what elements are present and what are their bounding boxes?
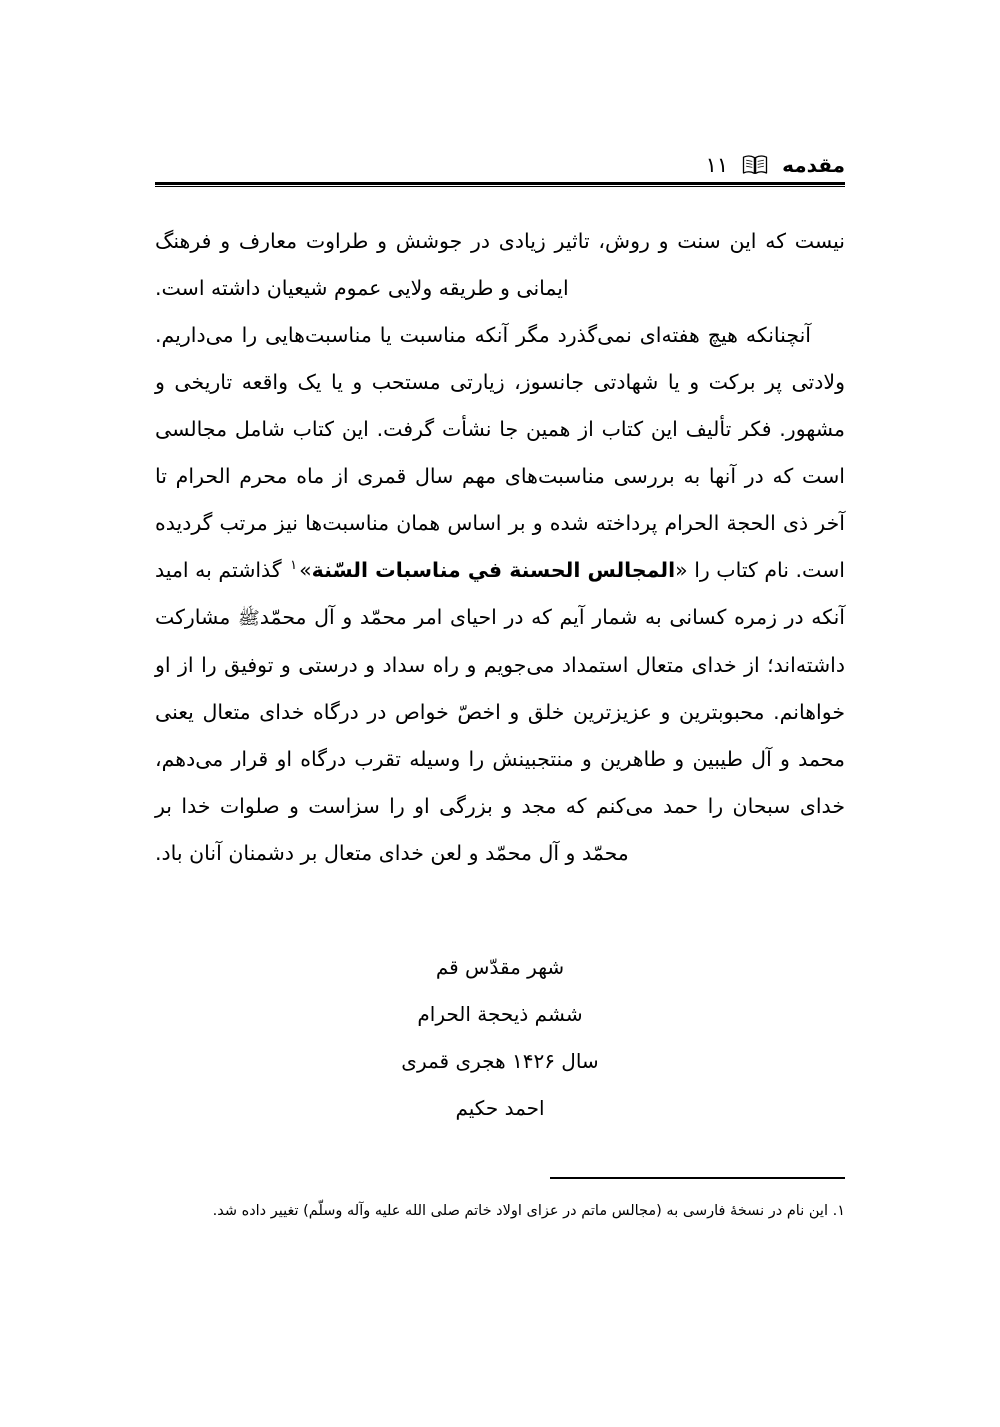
signature-block [155, 944, 845, 1132]
signature-line-author: احمد حکیم [455, 1096, 545, 1120]
signature-line-date-year: سال ۱۴۲۶ هجری قمری [401, 1049, 599, 1073]
paragraph-2-part-4: مشارکت داشته‌اند؛ از خدای متعال استمداد می‌جویم و راه سداد و درستی و توفیق را از او خواهانم. محبوبترین و عزیزترین خلق و اخصّ خواص در درگاه خدای متعال یعنی محمد و آل طیبین و طاهرین و منتجبینش را وسیله تقرب درگاه او قرار می‌دهم، خدای سبحان را حمد می‌کنم که مجد و بزرگی او را سزاست و صلوات خدا بر محمّد و آل محمّد و لعن خدای متعال بر دشمنان آنان باد. [155, 605, 845, 865]
salawat-honorific-icon: ﷺ [237, 608, 260, 629]
open-book-icon [742, 154, 768, 176]
body-text-block [155, 218, 845, 877]
signature-line-date-day: ششم ذیحجة الحرام [417, 1002, 583, 1026]
paragraph-2 [155, 312, 845, 877]
footnote-separator-rule [550, 1177, 845, 1179]
header-rule-thin [155, 186, 845, 187]
running-header [155, 148, 845, 182]
paragraph-2-part-2: » [299, 558, 312, 582]
signature-line-place: شهر مقدّس قم [435, 955, 565, 979]
header-divider-rule [155, 182, 845, 187]
header-page-number: ١١ [705, 152, 729, 177]
paragraph-1: نیست که این سنت و روش، تاثیر زیادی در جوشش و طراوت معارف و فرهنگ ایمانی و طریقه ولایی عموم شیعیان داشته است. [155, 229, 845, 300]
footnote-reference-marker[interactable]: ١ [290, 558, 298, 574]
paragraph-2-part-3: گذاشتم به امید آنکه در زمره کسانی به شمار آیم که در احیای امر محمّد و آل محمّد [155, 558, 846, 629]
header-chapter-title: مقدمه [782, 153, 845, 177]
footnote-block [155, 1198, 845, 1224]
book-title-arabic: المجالس الحسنة في مناسبات السّنة [311, 558, 676, 582]
footnote-text: ١. این نام در نسخۀ فارسی به (مجالس ماتم در عزای اولاد خاتم صلی الله علیه وآله وسلّم) تغییر داده شد. [212, 1203, 845, 1219]
paragraph-2-part-1: آنچنانکه هیچ هفته‌ای نمی‌گذرد مگر آنکه مناسبت یا مناسبت‌هایی را می‌داریم. ولادتی پر برکت و یا شهادتی جانسوز، زیارتی مستحب و یا یک واقعه تاریخی و مشهور. فکر تألیف این کتاب از همین جا نشأت گرفت. این کتاب شامل مجالسی است که در آنها به بررسی مناسبت‌های مهم سال قمری از ماه محرم الحرام تا آخر ذی الحجة الحرام پرداخته شده و بر اساس همان مناسبت‌ها نیز مرتب گردیده است. نام کتاب را « [155, 323, 845, 582]
